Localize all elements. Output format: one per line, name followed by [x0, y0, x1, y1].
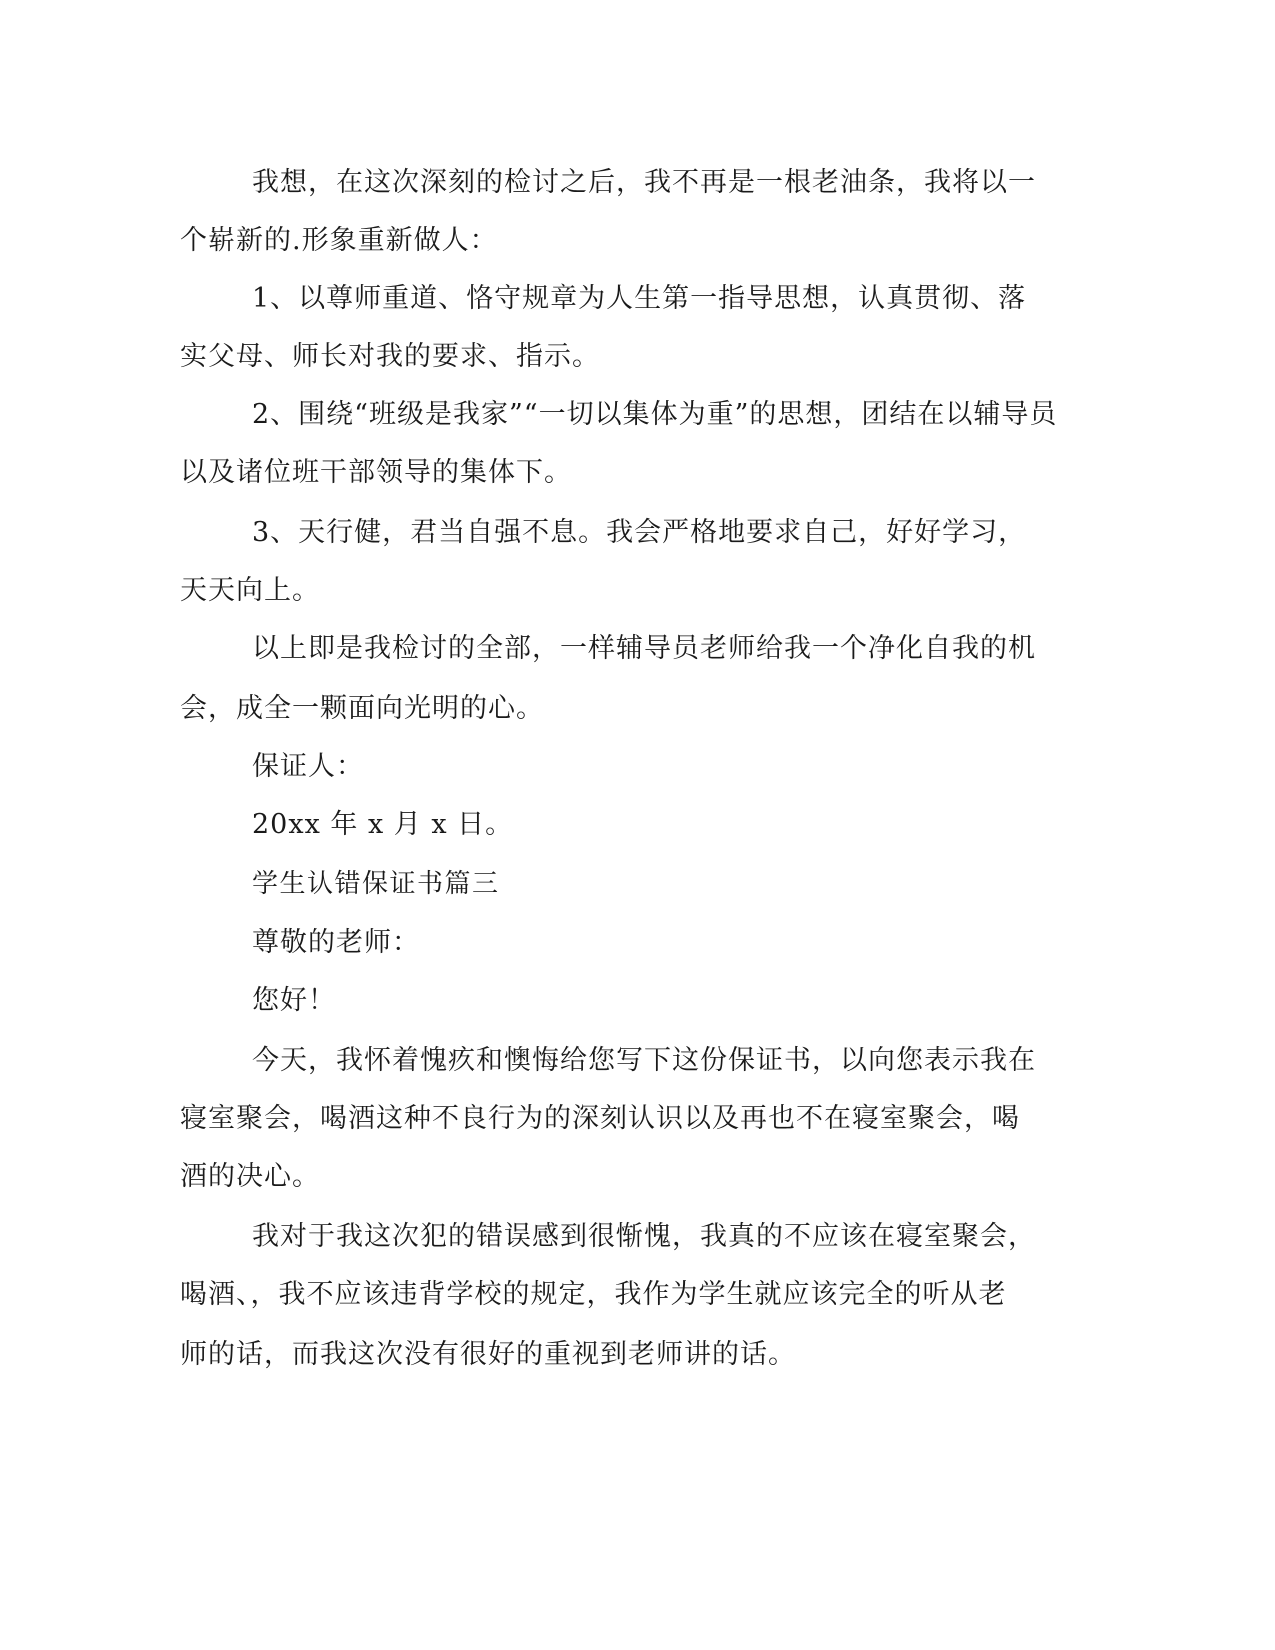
salutation: 尊敬的老师：: [252, 927, 420, 958]
section-heading: 学生认错保证书篇三: [252, 869, 500, 899]
guarantor-label: 保证人：: [252, 751, 364, 782]
paragraph-line: 会，成全一颗面向光明的心。: [180, 693, 544, 724]
paragraph-line: 个崭新的.形象重新做人：: [180, 225, 498, 256]
paragraph-line: 我想，在这次深刻的检讨之后，我不再是一根老油条，我将以一: [252, 167, 1036, 198]
paragraph-line: 喝酒、，我不应该违背学校的规定，我作为学生就应该完全的听从老: [180, 1279, 1007, 1310]
list-item-line: 2、围绕“班级是我家”“一切以集体为重”的思想，团结在以辅导员: [252, 399, 1058, 430]
list-item-line: 3、天行健，君当自强不息。我会严格地要求自己，好好学习，: [252, 517, 1027, 548]
date-line: 20xx 年 x 月 x 日。: [252, 809, 514, 840]
list-item-line: 实父母、师长对我的要求、指示。: [180, 341, 600, 372]
paragraph-line: 师的话，而我这次没有很好的重视到老师讲的话。: [180, 1339, 796, 1370]
list-item-line: 天天向上。: [180, 575, 320, 606]
greeting: 您好！: [252, 985, 336, 1016]
paragraph-line: 寝室聚会，喝酒这种不良行为的深刻认识以及再也不在寝室聚会，喝: [180, 1103, 1020, 1134]
paragraph-line: 我对于我这次犯的错误感到很惭愧，我真的不应该在寝室聚会，: [252, 1221, 1036, 1252]
paragraph-line: 酒的决心。: [180, 1161, 320, 1192]
list-item-line: 1、以尊师重道、恪守规章为人生第一指导思想，认真贯彻、落: [252, 283, 1027, 314]
paragraph-line: 今天，我怀着愧疚和懊悔给您写下这份保证书，以向您表示我在: [252, 1045, 1036, 1076]
list-item-line: 以及诸位班干部领导的集体下。: [180, 457, 572, 488]
paragraph-line: 以上即是我检讨的全部，一样辅导员老师给我一个净化自我的机: [252, 633, 1036, 664]
